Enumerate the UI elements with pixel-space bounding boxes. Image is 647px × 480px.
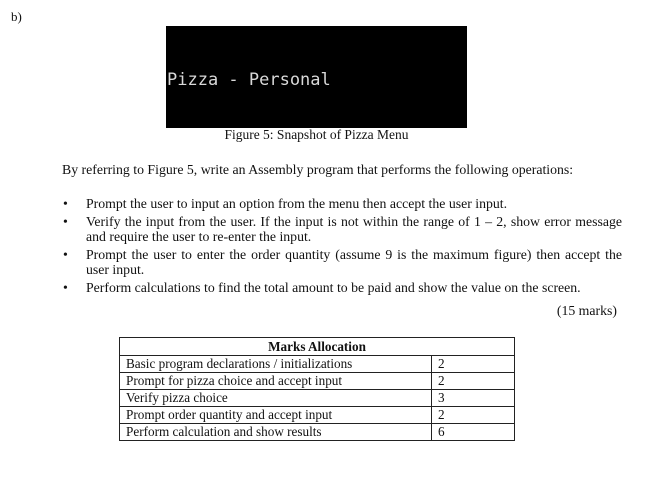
question-text: By referring to Figure 5, write an Assembly program that performs the following operations: <box>62 162 574 177</box>
table-cell-marks: 2 <box>432 356 515 373</box>
part-label: b) <box>11 9 22 24</box>
operation-item <box>62 214 622 245</box>
operation-text: Verify the input from the user. If the input is not within the range of 1 – 2, show error message and require the user to re-enter the input. <box>86 213 622 245</box>
table-row <box>120 390 515 407</box>
marks-allocation-table <box>119 337 515 441</box>
table-cell-marks: 6 <box>432 424 515 441</box>
operation-text: Prompt the user to enter the order quantity (assume 9 is the maximum figure) then accept the user input. <box>86 246 622 278</box>
operation-text: Prompt the user to input an option from the menu then accept the user input. <box>86 196 508 211</box>
terminal-title-line: Pizza - Personal <box>167 70 331 90</box>
table-cell-item: Basic program declarations / initializations <box>120 356 432 373</box>
table-cell-item: Prompt for pizza choice and accept input <box>120 373 432 390</box>
operation-item <box>62 196 622 212</box>
table-cell-marks: 3 <box>432 390 515 407</box>
operations-list <box>62 196 622 298</box>
bullet-icon: • <box>63 213 68 229</box>
table-cell-marks: 2 <box>432 373 515 390</box>
table-cell-item: Verify pizza choice <box>120 390 432 407</box>
operation-item <box>62 280 622 296</box>
table-row <box>120 424 515 441</box>
figure-caption: Figure 5: Snapshot of Pizza Menu <box>224 127 409 142</box>
total-marks: (15 marks) <box>556 303 617 318</box>
bullet-icon: • <box>63 246 68 262</box>
pizza-menu-terminal-screenshot <box>166 26 467 128</box>
table-cell-item: Perform calculation and show results <box>120 424 432 441</box>
operation-item <box>62 247 622 278</box>
bullet-icon: • <box>63 196 68 211</box>
table-header: Marks Allocation <box>120 338 515 356</box>
table-cell-item: Prompt order quantity and accept input <box>120 407 432 424</box>
table-cell-marks: 2 <box>432 407 515 424</box>
operation-text: Perform calculations to find the total amount to be paid and show the value on the screen. <box>86 279 581 295</box>
table-row <box>120 373 515 390</box>
table-header-row <box>120 338 515 356</box>
table-row <box>120 356 515 373</box>
table-row <box>120 407 515 424</box>
bullet-icon: • <box>63 279 68 295</box>
